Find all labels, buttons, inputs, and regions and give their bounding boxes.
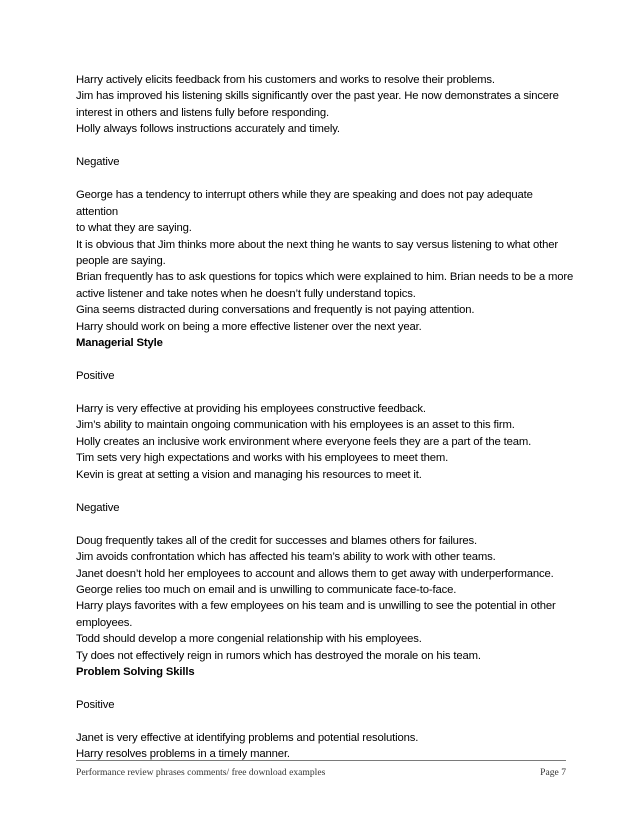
text-line: Holly creates an inclusive work environment where everyone feels they are a part of the team. [76,435,532,448]
subheading-positive: Positive [76,370,115,383]
document-body [76,72,576,763]
text-line: Janet is very effective at identifying problems and potential resolutions. [76,732,419,744]
page-footer [76,760,566,778]
text-line: Tim sets very high expectations and works with his employees to meet them. [76,452,449,465]
blank-line [76,516,576,532]
text-line: George relies too much on email and is unwilling to communicate face-to-face. [76,583,457,596]
footer-text: Performance review phrases comments/ free download examples [76,767,326,778]
blank-line [76,352,576,368]
subheading-negative: Negative [76,501,120,514]
blank-line [76,385,576,401]
text-line: Ty does not effectively reign in rumors which has destroyed the morale on his team. [76,649,481,662]
text-line: It is obvious that Jim thinks more about the next thing he wants to say versus listening to what other [76,238,559,251]
subheading-positive: Positive [76,699,115,712]
subheading-negative: Negative [76,156,120,169]
text-line: Jim avoids confrontation which has affected his team’s ability to work with other teams. [76,551,496,564]
text-line: interest in others and listens fully before responding. [76,106,329,119]
blank-line [76,138,576,154]
text-line: Harry plays favorites with a few employees on his team and is unwilling to see the potential in other [76,600,556,613]
blank-line [76,714,576,730]
text-line: Harry should work on being a more effective listener over the next year. [76,320,422,333]
text-line: Gina seems distracted during conversations and frequently is not paying attention. [76,304,475,317]
text-line: Todd should develop a more congenial relationship with his employees. [76,633,422,646]
section-heading: Problem Solving Skills [76,666,195,679]
text-line: Harry actively elicits feedback from his customers and works to resolve their problems. [76,74,495,86]
text-line: Harry is very effective at providing his employees constructive feedback. [76,403,426,415]
blank-line [76,681,576,697]
text-line: Doug frequently takes all of the credit for successes and blames others for failures. [76,534,478,547]
page-number: Page 7 [540,767,566,778]
text-line: Holly always follows instructions accurately and timely. [76,123,340,136]
blank-line [76,171,576,187]
text-line: Jim has improved his listening skills significantly over the past year. He now demonstrates a sincere [76,90,559,103]
text-line: Janet doesn’t hold her employees to account and allows them to get away with underperformance. [76,567,554,580]
text-line: Jim’s ability to maintain ongoing communication with his employees is an asset to this firm. [76,419,515,432]
text-line: Brian frequently has to ask questions for topics which were explained to him. Brian needs to be a more [76,271,574,284]
blank-line [76,483,576,499]
text-line: active listener and take notes when he doesn’t fully understand topics. [76,287,416,300]
text-line: to what they are saying. [76,222,192,235]
text-line: Harry resolves problems in a timely manner. [76,748,290,761]
text-line: George has a tendency to interrupt others while they are speaking and does not pay adequate attention [76,189,533,218]
text-line: Kevin is great at setting a vision and managing his resources to meet it. [76,468,422,481]
section-heading: Managerial Style [76,337,163,350]
text-line: employees. [76,616,133,629]
text-line: people are saying. [76,254,166,267]
